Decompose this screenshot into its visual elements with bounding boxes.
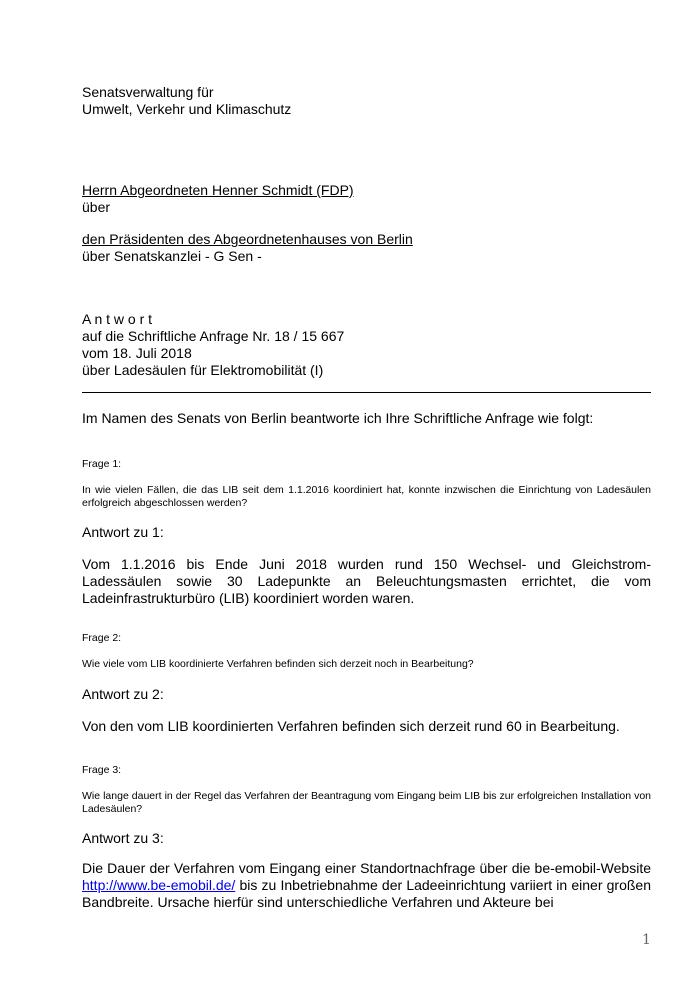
sender-line-1: Senatsverwaltung für — [82, 84, 214, 100]
question-3-label: Frage 3: — [82, 764, 122, 776]
be-emobil-link[interactable]: http://www.be-emobil.de/ — [82, 877, 236, 893]
question-1-text: In wie vielen Fällen, die das LIB seit dem 1.1.2016 koordiniert hat, konnte inzwischen die Einrichtung von Ladesäulen erfolgreich abgeschlossen werden? — [82, 484, 651, 509]
chancellery-line: über Senatskanzlei - G Sen - — [82, 248, 262, 264]
answer-1-label: Antwort zu 1: — [82, 524, 164, 540]
horizontal-divider — [82, 392, 651, 393]
answer-3-part-2: bis zu Inbetriebnahme der Ladeeinrichtung variiert in einer großen Bandbreite. Ursache hierfür sind unterschiedliche Verfahren und Akteure bei — [82, 877, 651, 910]
request-subject: über Ladesäulen für Elektromobilität (I) — [82, 362, 324, 378]
sender-block — [82, 84, 291, 118]
president-name: den Präsidenten des Abgeordnetenhauses von Berlin — [82, 231, 413, 247]
recipient-block — [82, 182, 354, 216]
answer-title: A n t w o r t — [82, 311, 153, 327]
president-block — [82, 231, 413, 265]
answer-3-label: Antwort zu 3: — [82, 830, 164, 846]
answer-3-text — [82, 860, 651, 911]
sender-line-2: Umwelt, Verkehr und Klimaschutz — [82, 101, 292, 117]
question-2-label: Frage 2: — [82, 632, 122, 644]
question-1-label: Frage 1: — [82, 458, 122, 470]
request-date: vom 18. Juli 2018 — [82, 345, 192, 361]
intro-text: Im Namen des Senats von Berlin beantworte ich Ihre Schriftliche Anfrage wie folgt: — [82, 410, 594, 426]
answer-header — [82, 311, 344, 379]
question-2-text: Wie viele vom LIB koordinierte Verfahren befinden sich derzeit noch in Bearbeitung? — [82, 658, 474, 670]
answer-2-text: Von den vom LIB koordinierten Verfahren befinden sich derzeit rund 60 in Bearbeitung. — [82, 718, 620, 734]
answer-3-part-1: Die Dauer der Verfahren vom Eingang einer Standortnachfrage über die be-emobil-Website — [82, 860, 651, 876]
page-number: 1 — [642, 932, 651, 948]
answer-2-label: Antwort zu 2: — [82, 686, 164, 702]
request-number: auf die Schriftliche Anfrage Nr. 18 / 15 667 — [82, 328, 345, 344]
question-3-text: Wie lange dauert in der Regel das Verfahren der Beantragung vom Eingang beim LIB bis zur erfolgreichen Installation von Ladesäulen? — [82, 790, 651, 815]
recipient-via: über — [82, 199, 111, 215]
answer-1-text: Vom 1.1.2016 bis Ende Juni 2018 wurden rund 150 Wechsel- und Gleichstrom-Ladessäulen sowie 30 Ladepunkte an Beleuchtungsmasten errichtet, die vom Ladeinfrastrukturbüro (LIB) koordiniert worden waren. — [82, 556, 651, 606]
recipient-name: Herrn Abgeordneten Henner Schmidt (FDP) — [82, 182, 354, 198]
